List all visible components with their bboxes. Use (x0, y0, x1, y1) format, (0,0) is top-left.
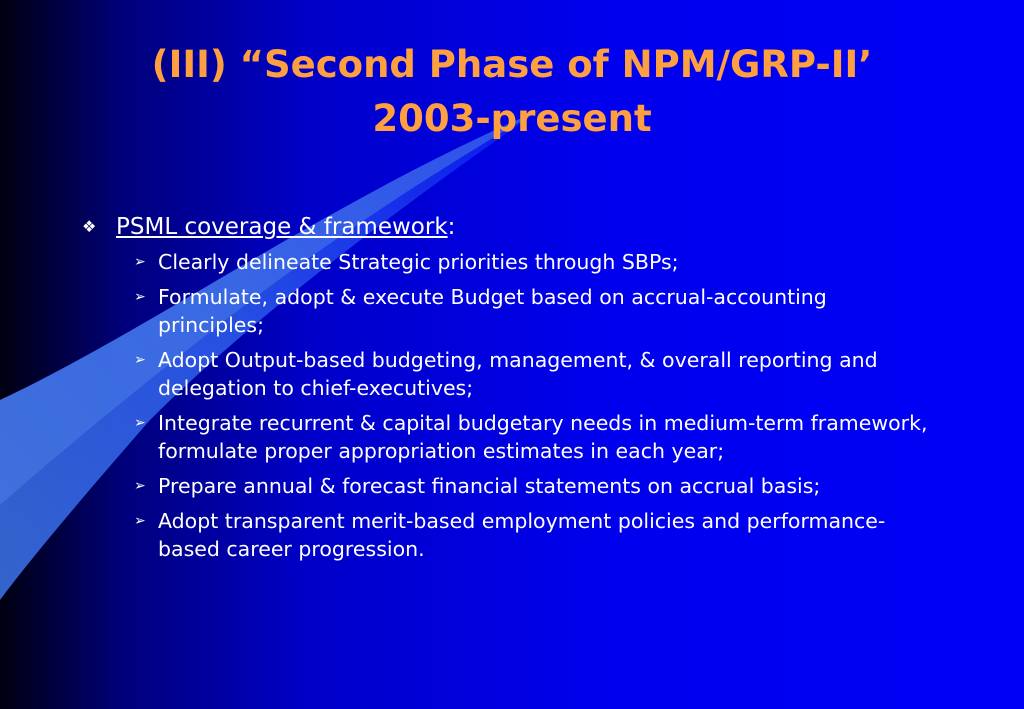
sub-bullet-text: Clearly delineate Strategic priorities through SBPs; (158, 250, 679, 274)
sub-bullet-item (134, 248, 932, 276)
diamond-bullet-icon: ❖ (82, 217, 97, 236)
sub-bullet-text: Formulate, adopt & execute Budget based on accrual-accounting principles; (158, 285, 827, 337)
slide-title (40, 38, 984, 146)
title-line-2: 2003-present (372, 97, 652, 140)
sub-bullet-item (134, 472, 932, 500)
sub-bullet-text: Integrate recurrent & capital budgetary needs in medium-term framework, formulate proper appropriation estimates in each year; (158, 411, 928, 463)
arrowhead-bullet-icon: ➢ (134, 415, 146, 431)
sub-bullet-item (134, 283, 932, 339)
sub-bullet-text: Adopt Output-based budgeting, management, & overall reporting and delegation to chief-executives; (158, 348, 878, 400)
sub-bullet-item (134, 507, 932, 563)
arrowhead-bullet-icon: ➢ (134, 478, 146, 494)
main-bullet-item (82, 210, 932, 244)
sub-bullet-text: Prepare annual & forecast financial statements on accrual basis; (158, 474, 821, 498)
arrowhead-bullet-icon: ➢ (134, 352, 146, 368)
sub-bullet-item (134, 346, 932, 402)
arrowhead-bullet-icon: ➢ (134, 289, 146, 305)
main-bullet-suffix: : (447, 214, 456, 240)
title-line-1: (III) “Second Phase of NPM/GRP-II’ (151, 43, 873, 86)
arrowhead-bullet-icon: ➢ (134, 513, 146, 529)
main-bullet-label: PSML coverage & framework (116, 214, 448, 240)
sub-bullet-list (134, 248, 932, 563)
sub-bullet-text: Adopt transparent merit-based employment policies and performance-based career progression. (158, 509, 886, 561)
bullet-content (82, 210, 932, 570)
arrowhead-bullet-icon: ➢ (134, 254, 146, 270)
sub-bullet-item (134, 409, 932, 465)
